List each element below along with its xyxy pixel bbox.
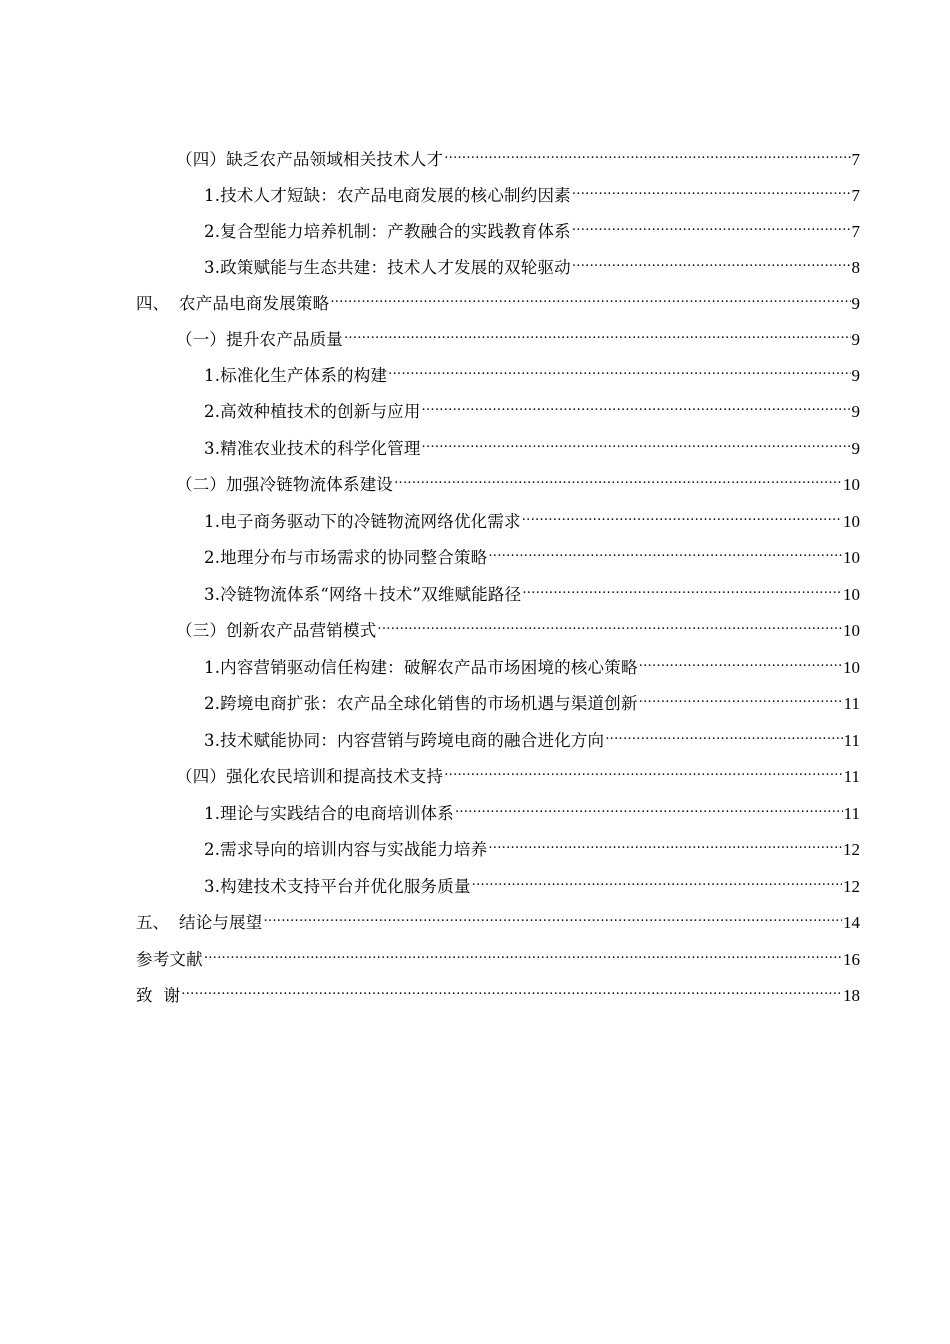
toc-entry[interactable]: [204, 249, 860, 277]
toc-entry[interactable]: [136, 977, 860, 1005]
dot-leader: [264, 904, 843, 928]
toc-entry-title: 3.精准农业技术的科学化管理: [204, 439, 421, 458]
toc-entry-title: 3.政策赋能与生态共建：技术人才发展的双轮驱动: [204, 258, 571, 277]
dot-leader: [572, 249, 851, 273]
toc-entry[interactable]: [204, 795, 860, 823]
toc-page-number: 12: [843, 840, 860, 859]
toc-entry-title: 1.理论与实践结合的电商培训体系: [204, 804, 454, 823]
dot-leader: [422, 430, 851, 454]
toc-page-number: 7: [851, 150, 860, 169]
toc-entry-title: 参考文献: [136, 950, 203, 969]
toc-entry[interactable]: [176, 758, 860, 786]
toc-page-number: 11: [843, 767, 860, 786]
toc-page-number: 10: [843, 512, 860, 531]
toc-page-number: 14: [843, 913, 860, 932]
toc-entry-title: （四）缺乏农产品领域相关技术人才: [176, 150, 444, 169]
toc-page-number: 9: [851, 366, 860, 385]
toc-chapter-number: 五、: [136, 913, 169, 932]
toc-page-number: 10: [843, 621, 860, 640]
toc-entry-title: 1.标准化生产体系的构建: [204, 366, 388, 385]
toc-entry-title: 1.技术人才短缺：农产品电商发展的核心制约因素: [204, 186, 571, 205]
toc-entry-title: 2.需求导向的培训内容与实战能力培养: [204, 840, 488, 859]
toc-entry[interactable]: [204, 649, 860, 677]
dot-leader: [377, 612, 842, 636]
toc-page-number: 12: [843, 877, 860, 896]
toc-entry-title: （四）强化农民培训和提高技术支持: [176, 767, 444, 786]
toc-entry-title: 结论与展望: [179, 913, 263, 932]
dot-leader: [572, 177, 851, 201]
toc-entry[interactable]: [136, 904, 860, 932]
toc-entry[interactable]: [204, 177, 860, 205]
dot-leader: [455, 795, 843, 819]
toc-entry-title: 3.技术赋能协同：内容营销与跨境电商的融合进化方向: [204, 731, 605, 750]
toc-entry[interactable]: [136, 285, 860, 313]
toc-page-number: 10: [843, 548, 860, 567]
toc-entry[interactable]: [204, 357, 860, 385]
toc-page-number: 11: [843, 804, 860, 823]
toc-entry-title: 3.构建技术支持平台并优化服务质量: [204, 877, 471, 896]
dot-leader: [522, 576, 842, 600]
toc-page-number: 16: [843, 950, 860, 969]
dot-leader: [639, 649, 842, 673]
toc-entry-title: 2.跨境电商扩张：农产品全球化销售的市场机遇与渠道创新: [204, 694, 638, 713]
toc-entry[interactable]: [176, 141, 860, 169]
toc-entry-title: 2.高效种植技术的创新与应用: [204, 402, 421, 421]
toc-page-number: 11: [843, 694, 860, 713]
toc-entry[interactable]: [176, 466, 860, 494]
toc-entry-title: （一）提升农产品质量: [176, 330, 343, 349]
toc-entry[interactable]: [204, 722, 860, 750]
toc-page-number: 7: [851, 222, 860, 241]
toc-entry[interactable]: [176, 612, 860, 640]
toc-entry-title: 1.电子商务驱动下的冷链物流网络优化需求: [204, 512, 521, 531]
dot-leader: [444, 141, 850, 165]
toc-page-number: 9: [851, 330, 860, 349]
toc-page-number: 10: [843, 475, 860, 494]
dot-leader: [488, 831, 842, 855]
toc-entry-title: （二）加强冷链物流体系建设: [176, 475, 394, 494]
dot-leader: [639, 685, 843, 709]
toc-entry[interactable]: [204, 213, 860, 241]
toc-entry-title: 3.冷链物流体系“网络＋技术”双维赋能路径: [204, 585, 522, 604]
dot-leader: [330, 285, 850, 309]
toc-entry[interactable]: [204, 576, 860, 604]
toc-entry[interactable]: [204, 393, 860, 421]
toc-entry[interactable]: [204, 539, 860, 567]
toc-page-number: 11: [843, 731, 860, 750]
toc-entry[interactable]: [204, 430, 860, 458]
toc-entry[interactable]: [204, 503, 860, 531]
toc-page-number: 9: [851, 294, 860, 313]
toc-page-number: 8: [851, 258, 860, 277]
dot-leader: [472, 868, 842, 892]
toc-page-number: 9: [851, 402, 860, 421]
toc-entry[interactable]: [204, 685, 860, 713]
dot-leader: [204, 941, 842, 965]
toc-page-number: 10: [843, 658, 860, 677]
toc-entry-title: （三）创新农产品营销模式: [176, 621, 377, 640]
toc-entry-title: 2.复合型能力培养机制：产教融合的实践教育体系: [204, 222, 571, 241]
toc-entry-title: 农产品电商发展策略: [179, 294, 330, 313]
dot-leader: [394, 466, 842, 490]
dot-leader: [422, 393, 851, 417]
toc-page-number: 10: [843, 585, 860, 604]
toc-entry-title: 1.内容营销驱动信任构建：破解农产品市场困境的核心策略: [204, 658, 638, 677]
dot-leader: [488, 539, 842, 563]
toc-entry-title: 2.地理分布与市场需求的协同整合策略: [204, 548, 488, 567]
toc-chapter-number: 四、: [136, 294, 169, 313]
toc-entry[interactable]: [136, 941, 860, 969]
toc-page-number: 18: [843, 986, 860, 1005]
toc-entry[interactable]: [204, 831, 860, 859]
dot-leader: [572, 213, 851, 237]
dot-leader: [522, 503, 842, 527]
toc-page-number: 9: [851, 439, 860, 458]
dot-leader: [388, 357, 850, 381]
dot-leader: [344, 321, 851, 345]
toc-entry[interactable]: [204, 868, 860, 896]
toc-entry-title: 致 谢: [136, 986, 181, 1005]
dot-leader: [181, 977, 842, 1001]
dot-leader: [605, 722, 842, 746]
toc-page-number: 7: [851, 186, 860, 205]
dot-leader: [444, 758, 842, 782]
toc-entry[interactable]: [176, 321, 860, 349]
